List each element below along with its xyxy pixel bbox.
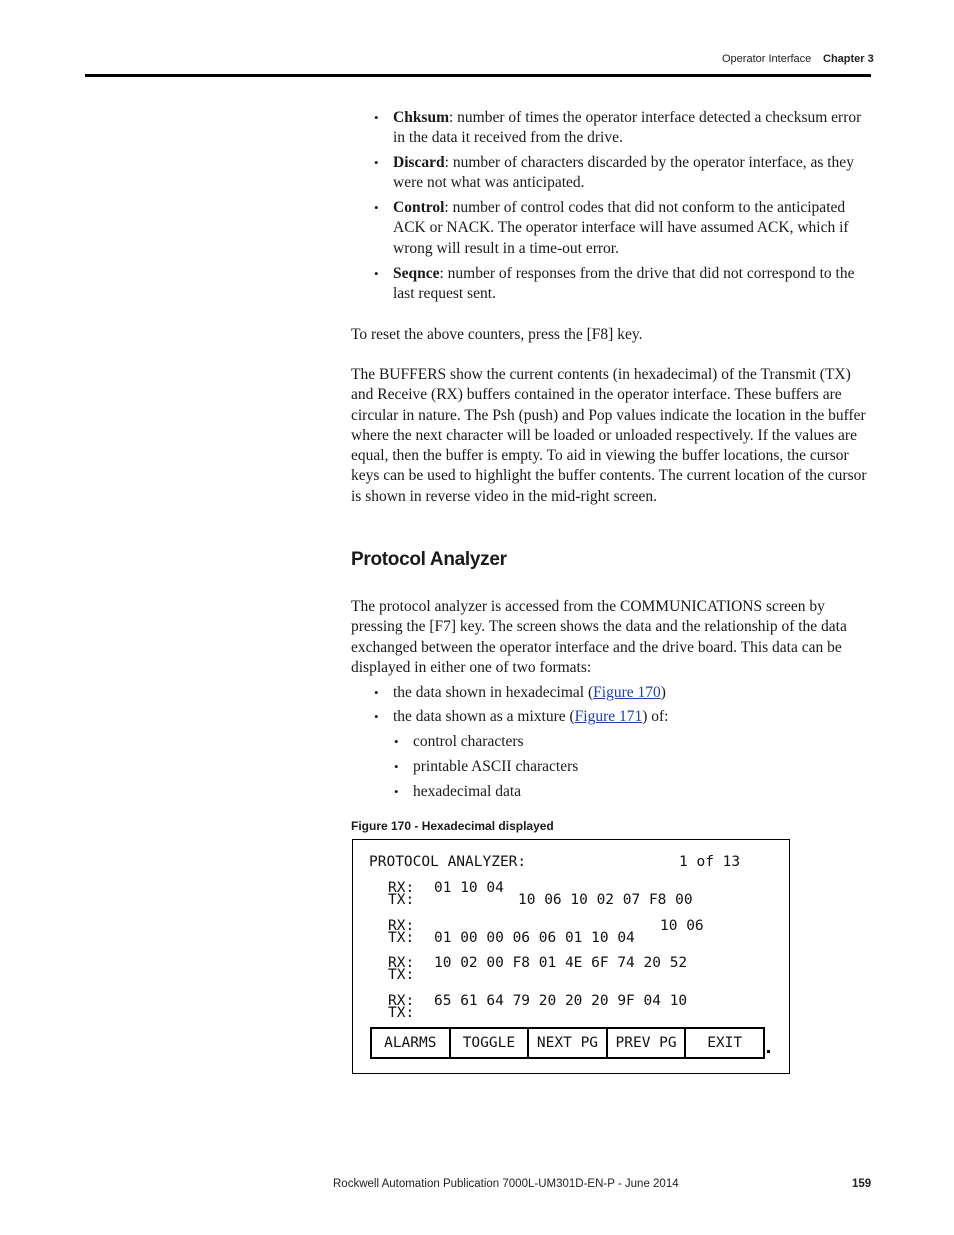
sub-item-hexadecimal-data: • hexadecimal data	[351, 782, 871, 802]
tx-data: 10 06 10 02 07 F8 00	[518, 892, 693, 908]
counter-desc: : number of responses from the drive that did not correspond to the last request sent.	[393, 264, 855, 302]
header-chapter: Chapter 3	[823, 53, 874, 65]
rx-label: RX:	[388, 880, 415, 896]
prev-page-button[interactable]: PREV PG	[608, 1029, 687, 1057]
reset-text: To reset the above counters, press the [F8] key.	[351, 326, 643, 343]
figure-caption: Figure 170 - Hexadecimal displayed	[351, 819, 554, 833]
counter-item-chksum	[351, 108, 871, 149]
reset-paragraph	[351, 325, 871, 345]
alarms-button[interactable]: ALARMS	[372, 1029, 451, 1057]
header-section-title: Operator Interface	[722, 53, 812, 65]
screen-page-indicator: 1 of 13	[679, 854, 741, 870]
protocol-analyzer-screen	[352, 839, 790, 1074]
buffers-text: The BUFFERS show the current contents (in hexadecimal) of the Transmit (TX) and Receive (RX) buffers contained in the operator interface. These buffers are circular in nature. The Psh (push) and Pop values indicate the location in the buffer where the next character will be loaded or unloaded respectively. If the values are equal, then the buffer is empty. To aid in viewing the buffer locations, the cursor keys can be used to highlight the buffer contents. The current location of the cursor is shown in reverse video in the mid-right screen.	[351, 366, 867, 505]
tx-data: 01 00 00 06 06 01 10 04	[434, 930, 635, 946]
footer-page-number: 159	[852, 1178, 872, 1190]
rx-label: RX:	[388, 993, 415, 1009]
function-key-bar	[370, 1027, 765, 1059]
tx-label: TX:	[388, 892, 415, 908]
toggle-button[interactable]: TOGGLE	[451, 1029, 530, 1057]
tx-label: TX:	[388, 1005, 415, 1021]
tx-label: TX:	[388, 967, 415, 983]
format-item-hex: • the data shown in hexadecimal (Figure 170)	[351, 683, 871, 703]
footer-publication: Rockwell Automation Publication 7000L-UM301D-EN-P - June 2014	[333, 1178, 679, 1190]
counter-item-discard	[351, 153, 871, 194]
protocol-paragraph	[351, 597, 871, 807]
rx-label: RX:	[388, 955, 415, 971]
section-heading: Protocol Analyzer	[351, 549, 507, 570]
rx-label: RX:	[388, 918, 415, 934]
tx-label: TX:	[388, 930, 415, 946]
counter-list	[351, 108, 871, 309]
next-page-button[interactable]: NEXT PG	[529, 1029, 608, 1057]
buffers-paragraph	[351, 365, 871, 507]
figure-171-link[interactable]: Figure 171	[574, 708, 643, 726]
cursor-dot	[767, 1050, 770, 1053]
rx-data: 10 02 00 F8 01 4E 6F 74 20 52	[434, 955, 688, 971]
counter-term: Chksum	[393, 109, 449, 126]
counter-term: Seqnce	[393, 264, 440, 282]
protocol-text: The protocol analyzer is accessed from the COMMUNICATIONS screen by pressing the [F7] key. The screen shows the data and the relationship of the data exchanged between the operator interface and the drive board. This data can be displayed in either one of two formats:	[351, 598, 847, 676]
counter-term: Control	[393, 199, 445, 217]
rx-data: 01 10 04	[434, 880, 504, 896]
counter-desc: : number of control codes that did not conform to the anticipated ACK or NACK. The operator interface will have assumed ACK, which if wrong will result in a time-out error.	[393, 199, 849, 257]
sub-item-ascii-characters: • printable ASCII characters	[351, 757, 871, 777]
figure-170-link[interactable]: Figure 170	[593, 683, 661, 701]
counter-term: Discard	[393, 154, 445, 172]
screen-title: PROTOCOL ANALYZER:	[369, 854, 527, 870]
counter-item-control	[351, 198, 871, 259]
exit-button[interactable]: EXIT	[707, 1035, 743, 1051]
counter-item-seqnce	[351, 264, 871, 305]
rx-data: 10 06	[660, 918, 704, 934]
header-rule	[85, 74, 871, 77]
rx-data: 65 61 64 79 20 20 20 9F 04 10	[434, 993, 688, 1009]
sub-item-control-characters: • control characters	[351, 732, 871, 752]
counter-desc: : number of characters discarded by the operator interface, as they were not what was anticipated.	[393, 154, 854, 192]
counter-desc: : number of times the operator interface detected a checksum error in the data it received from the drive.	[393, 109, 862, 147]
format-item-mixture: • the data shown as a mixture (Figure 171) of:	[351, 707, 871, 727]
